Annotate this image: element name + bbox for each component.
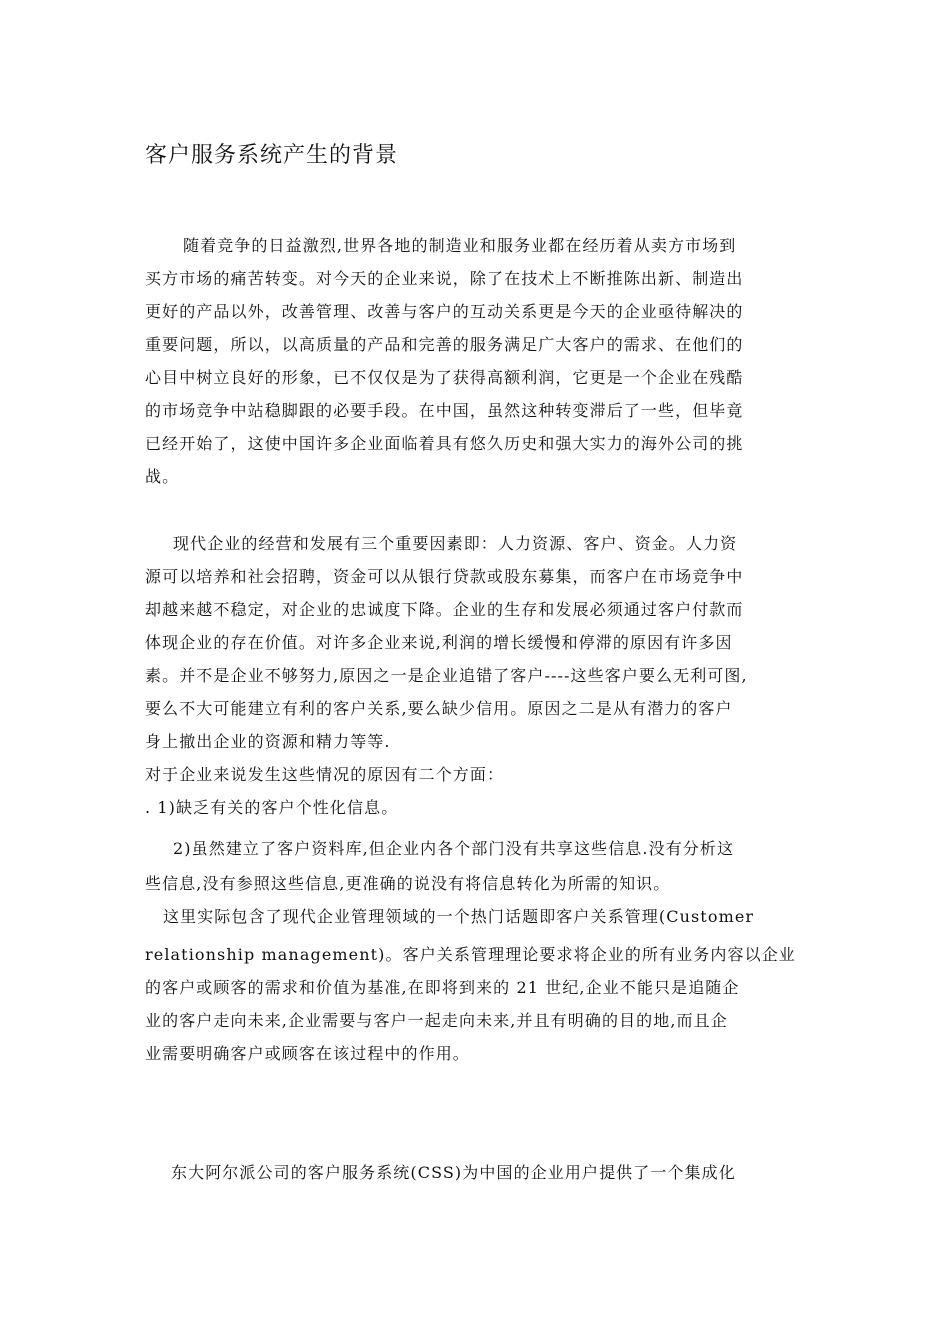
page-title: 客户服务系统产生的背景 [145, 143, 399, 168]
text-line: 买方市场的痛苦转变。对今天的企业来说，除了在技术上不断推陈出新、制造出 [145, 269, 744, 288]
text-line: 重要问题，所以，以高质量的产品和完善的服务满足广大客户的需求、在他们的 [145, 335, 744, 354]
text-line: 现代企业的经营和发展有三个重要因素即：人力资源、客户、资金。人力资 [173, 534, 738, 553]
text-line: 2)虽然建立了客户资料库,但企业内各个部门没有共享这些信息.没有分析这 [173, 839, 735, 858]
text-line: 心目中树立良好的形象，已不仅仅是为了获得高额利润，它更是一个企业在残酷 [145, 368, 744, 387]
text-line: 东大阿尔派公司的客户服务系统(CSS)为中国的企业用户提供了一个集成化 [171, 1163, 736, 1182]
text-line: 些信息,没有参照这些信息,更准确的说没有将信息转化为所需的知识。 [145, 874, 671, 893]
text-line: 业需要明确客户或顾客在该过程中的作用。 [145, 1044, 470, 1063]
text-line: 随着竞争的日益激烈,世界各地的制造业和服务业都在经历着从卖方市场到 [183, 236, 737, 255]
text-line: 战。 [145, 467, 180, 486]
text-line: 已经开始了，这使中国许多企业面临着具有悠久历史和强大实力的海外公司的挑 [145, 434, 744, 453]
text-line: 对于企业来说发生这些情况的原因有二个方面： [145, 765, 505, 784]
text-line: 源可以培养和社会招聘，资金可以从银行贷款或股东募集，而客户在市场竞争中 [145, 567, 744, 586]
text-line: 的市场竞争中站稳脚跟的必要手段。在中国，虽然这种转变滞后了一些，但毕竟 [145, 401, 744, 420]
text-line: 身上撤出企业的资源和精力等等. [145, 732, 391, 751]
text-line: 的客户或顾客的需求和价值为基准,在即将到来的 21 世纪,企业不能只是追随企 [145, 978, 740, 997]
text-line: . 1)缺乏有关的客户个性化信息。 [145, 798, 399, 817]
text-line: 更好的产品以外，改善管理、改善与客户的互动关系更是今天的企业亟待解决的 [145, 302, 744, 321]
text-line: 这里实际包含了现代企业管理领域的一个热门话题即客户关系管理(Customer [163, 907, 755, 926]
text-line: relationship management)。客户关系管理理论要求将企业的所有业务内容以企业 [145, 945, 796, 964]
text-line: 体现企业的存在价值。对许多企业来说,利润的增长缓慢和停滞的原因有许多因 [145, 633, 733, 652]
text-line: 却越来越不稳定，对企业的忠诚度下降。企业的生存和发展必须通过客户付款而 [145, 600, 744, 619]
text-line: 素。并不是企业不够努力,原因之一是企业追错了客户----这些客户要么无利可图, [145, 666, 748, 685]
text-line: 要么不大可能建立有利的客户关系,要么缺少信用。原因之二是从有潜力的客户 [145, 699, 733, 718]
text-line: 业的客户走向未来,企业需要与客户一起走向未来,并且有明确的目的地,而且企 [145, 1011, 728, 1030]
